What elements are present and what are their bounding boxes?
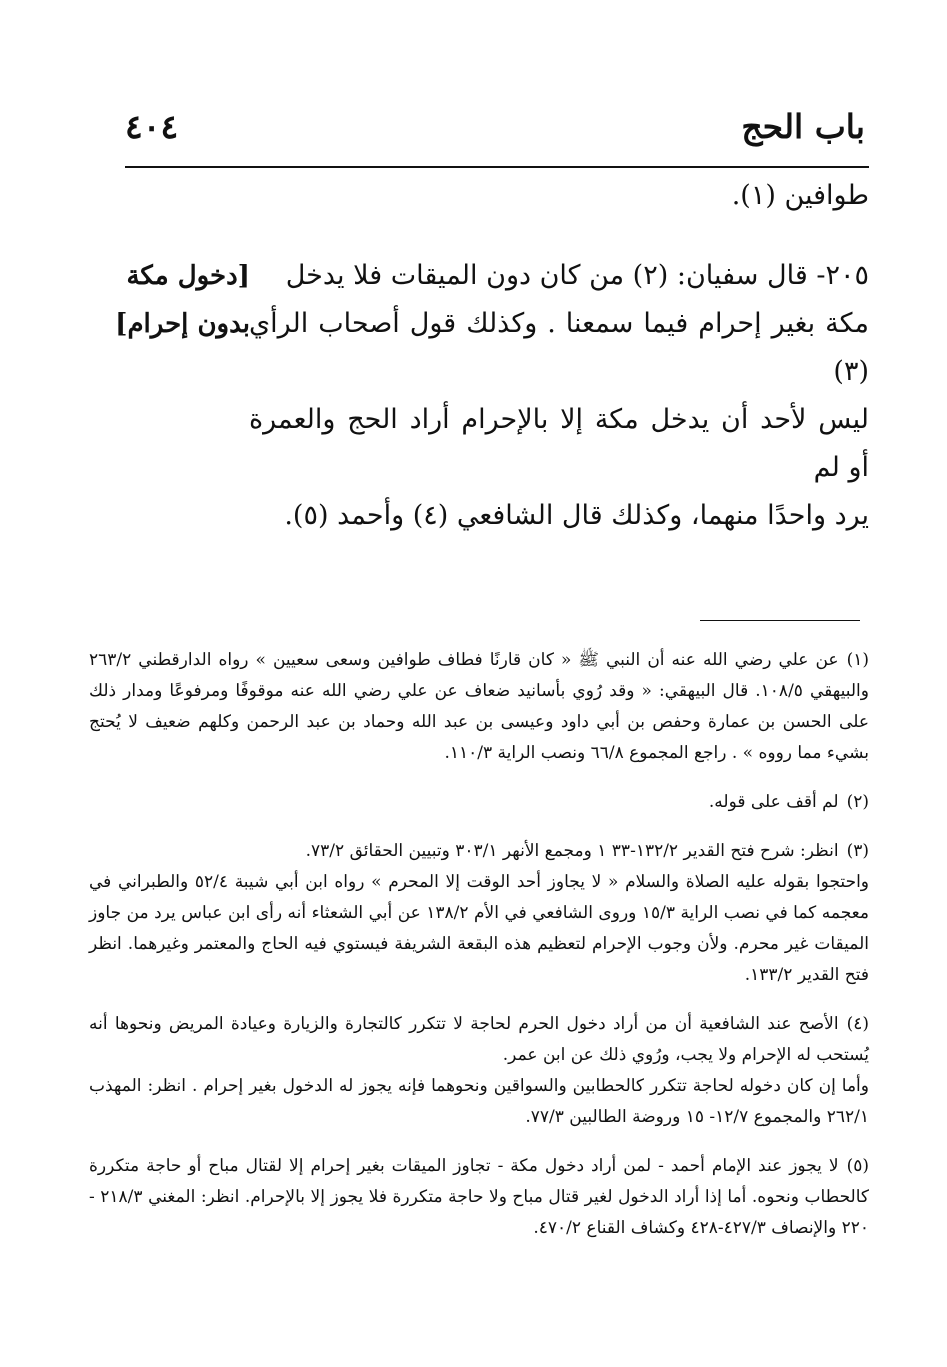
page-header <box>125 96 865 156</box>
footnote-text: واحتجوا بقوله عليه الصلاة والسلام « لا يجاوز أحد الوقت إلا المحرم » رواه ابن أبي شيبة ٥٢/٤ والطبراني في معجمه كما في نصب الراية ١٥/٣ وروى الشافعي في الأم ١٣٨/٢ عن أبي الشعثاء أنه رأى ابن عباس يرد من جاوز الميقات غير محرم. ولأن وجوب الإحرام لتعظيم هذه البقعة الشريفة فيستوي فيه الحاج والمعتمر وغيرهما. انظر فتح القدير ١٣٣/٢. <box>89 872 870 985</box>
footnote-text: وأما إن كان دخوله لحاجة تتكرر كالحطابين والسواقين ونحوهما فإنه يجوز له الدخول بغير إحرام . انظر: المهذب ٢٦٢/١ والمجموع ١٢/٧- ١٥ وروضة الطالبين ٧٧/٣. <box>89 1076 869 1127</box>
footnote-number: (٤) <box>846 1014 869 1034</box>
paragraph-205 <box>249 252 869 540</box>
page-number: ٤٠٤ <box>125 106 179 146</box>
footnote-text: الأصح عند الشافعية أن من أراد دخول الحرم لحاجة لا تتكرر كالتجارة والزيارة وعيادة المريض ونحوها أنه يُستحب له الإحرام ولا يجب، ورُوي ذلك عن ابن عمر. <box>89 1014 869 1065</box>
footnote-3 <box>89 836 869 991</box>
footnote-5 <box>89 1151 869 1244</box>
footnote-text: لم أقف على قوله. <box>708 792 839 812</box>
footnote-1 <box>89 645 869 769</box>
footnote-number: (٥) <box>846 1156 869 1176</box>
footnote-number: (٢) <box>846 792 869 812</box>
footnote-text: عن علي رضي الله عنه أن النبي ﷺ « كان قارنًا فطاف طوافين وسعى سعيين » رواه الدارقطني ٢٦٣/٢ والبيهقي ١٠٨/٥. قال البيهقي: « وقد رُوي بأسانيد ضعاف عن علي رضي الله عنه موقوفًا ومرفوعًا ومدار ذلك على الحسن بن عمارة وحفص بن أبي داود وعيسى بن عبد الله وحماد بن عبد الرحمن وكلهم ضعيف لا يُحتج بشيء مما رووه » . راجع المجموع ٦٦/٨ ونصب الراية ١١٠/٣. <box>89 650 869 763</box>
footnotes <box>89 645 869 1262</box>
paragraph-line: يرد واحدًا منهما، وكذلك قال الشافعي (٤) وأحمد (٥). <box>284 500 869 531</box>
footnote-text: لا يجوز عند الإمام أحمد - لمن أراد دخول مكة - تجاوز الميقات بغير إحرام إلا لقتال مباح أو حاجة متكررة كالحطاب ونحوه. أما إذا أراد الدخول لغير قتال مباح ولا حاجة متكررة فلا يجوز إلا بالإحرام. انظر: المغني ٢١٨/٣ - ٢٢٠ والإنصاف ٤٢٧/٣-٤٢٨ وكشاف القناع ٤٧٠/٢. <box>89 1156 869 1238</box>
paragraph-line: ٢٠٥- قال سفيان: (٢) من كان دون الميقات فلا يدخل <box>285 260 869 291</box>
header-rule <box>125 166 869 168</box>
continuation-text: طوافين (١). <box>731 180 869 211</box>
chapter-title: باب الحج <box>741 106 865 146</box>
footnote-number: (١) <box>846 650 869 670</box>
paragraph-line: مكة بغير إحرام فيما سمعنا . وكذلك قول أصحاب الرأي (٣) <box>249 308 869 387</box>
footnote-separator <box>700 620 860 621</box>
footnote-number: (٣) <box>846 841 869 861</box>
footnote-2 <box>89 787 869 818</box>
margin-heading: [دخول مكة بدون إحرام] <box>115 261 250 339</box>
footnote-text: انظر: شرح فتح القدير ١٣٢/٢-٣٣ ١ ومجمع الأنهر ٣٠٣/١ وتبيين الحقائق ٧٣/٢. <box>305 841 839 861</box>
footnote-4 <box>89 1009 869 1133</box>
paragraph-line: ليس لأحد أن يدخل مكة إلا بالإحرام أراد الحج والعمرة أو لم <box>249 404 869 483</box>
